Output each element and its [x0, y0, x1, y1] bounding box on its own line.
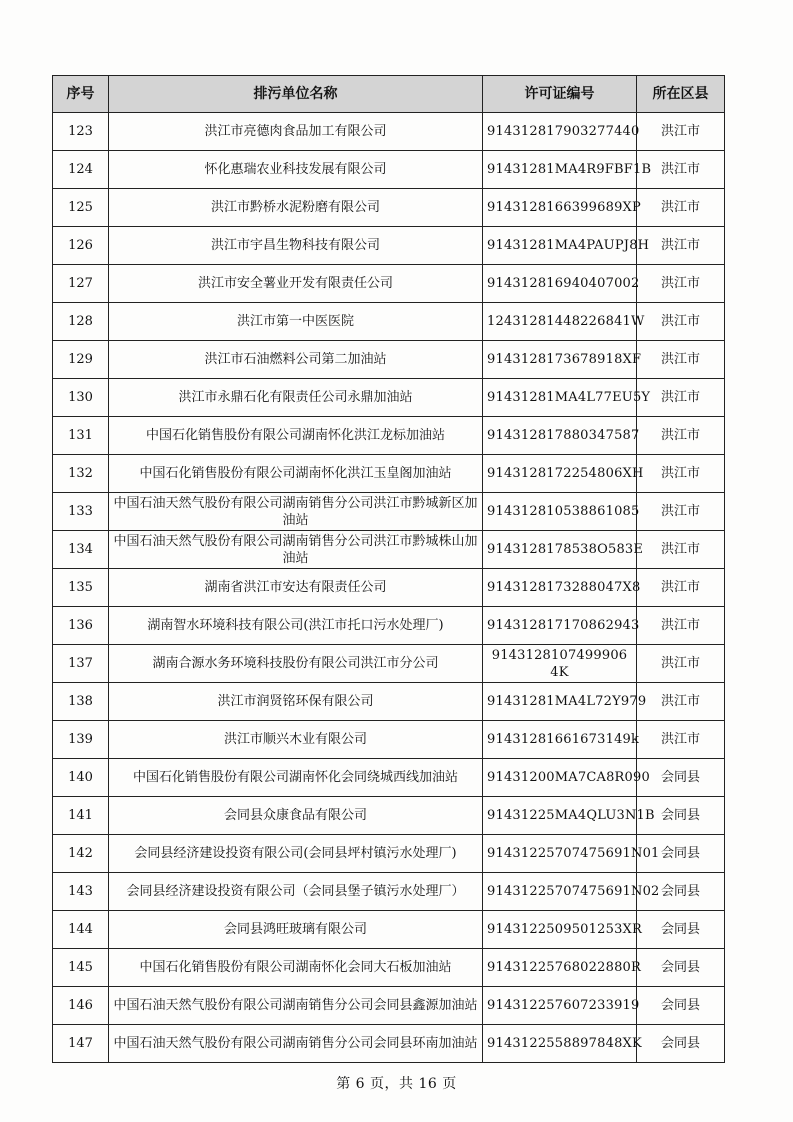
table-row: [53, 797, 725, 835]
header-license-number: 许可证编号: [483, 76, 637, 113]
row-county: 会同县: [637, 987, 725, 1025]
row-number: 134: [53, 531, 109, 569]
row-license-number: 9143122509501253XR: [483, 911, 637, 949]
row-unit-name: 中国石油天然气股份有限公司湖南销售分公司会同县环南加油站: [109, 1025, 483, 1063]
row-county: 洪江市: [637, 303, 725, 341]
row-number: 145: [53, 949, 109, 987]
row-unit-name: 中国石化销售股份有限公司湖南怀化会同绕城西线加油站: [109, 759, 483, 797]
table-row: [53, 759, 725, 797]
row-license-number: 91431281MA4PAUPJ8H: [483, 227, 637, 265]
row-county: 洪江市: [637, 683, 725, 721]
row-license-number: 9143128166399689XP: [483, 189, 637, 227]
row-unit-name: 中国石油天然气股份有限公司湖南销售分公司洪江市黔城株山加油站: [109, 531, 483, 569]
row-license-number: 91431225707475691N02: [483, 873, 637, 911]
table-row: [53, 683, 725, 721]
page-footer: 第 6 页，共 16 页: [336, 1076, 457, 1092]
row-county: 会同县: [637, 911, 725, 949]
row-number: 147: [53, 1025, 109, 1063]
table-row: [53, 379, 725, 417]
row-license-number: 914312816940407002: [483, 265, 637, 303]
row-unit-name: 洪江市顺兴木业有限公司: [109, 721, 483, 759]
row-license-number: 914312257607233919: [483, 987, 637, 1025]
table-row: [53, 569, 725, 607]
row-unit-name: 洪江市第一中医医院: [109, 303, 483, 341]
row-license-number: 9143128173288047X8: [483, 569, 637, 607]
row-county: 洪江市: [637, 531, 725, 569]
row-license-number: 91431281MA4L72Y979: [483, 683, 637, 721]
row-unit-name: 中国石化销售股份有限公司湖南怀化洪江玉皇阁加油站: [109, 455, 483, 493]
row-county: 洪江市: [637, 189, 725, 227]
table-row: [53, 151, 725, 189]
row-unit-name: 中国石化销售股份有限公司湖南怀化洪江龙标加油站: [109, 417, 483, 455]
row-license-number: 914312810538861085: [483, 493, 637, 531]
row-county: 洪江市: [637, 493, 725, 531]
row-unit-name: 会同县众康食品有限公司: [109, 797, 483, 835]
permit-table: [52, 75, 725, 1063]
table-row: [53, 493, 725, 531]
row-license-number: 91431200MA7CA8R090: [483, 759, 637, 797]
row-county: 洪江市: [637, 417, 725, 455]
row-number: 146: [53, 987, 109, 1025]
row-county: 洪江市: [637, 113, 725, 151]
row-unit-name: 中国石化销售股份有限公司湖南怀化会同大石板加油站: [109, 949, 483, 987]
row-number: 138: [53, 683, 109, 721]
row-license-number: 12431281448226841W: [483, 303, 637, 341]
table-row: [53, 303, 725, 341]
row-number: 131: [53, 417, 109, 455]
row-number: 139: [53, 721, 109, 759]
row-license-number: 9143128172254806XH: [483, 455, 637, 493]
table-row: [53, 455, 725, 493]
row-number: 136: [53, 607, 109, 645]
table-row: [53, 607, 725, 645]
row-unit-name: 怀化惠瑞农业科技发展有限公司: [109, 151, 483, 189]
table-row: [53, 189, 725, 227]
row-number: 132: [53, 455, 109, 493]
row-unit-name: 洪江市宇昌生物科技有限公司: [109, 227, 483, 265]
table-row: [53, 531, 725, 569]
row-license-number: 91431225MA4QLU3N1B: [483, 797, 637, 835]
header-number: 序号: [53, 76, 109, 113]
row-license-number: 914312817170862943: [483, 607, 637, 645]
row-county: 会同县: [637, 873, 725, 911]
row-unit-name: 湖南合源水务环境科技股份有限公司洪江市分公司: [109, 645, 483, 683]
table-row: [53, 987, 725, 1025]
row-county: 洪江市: [637, 721, 725, 759]
table-row: [53, 911, 725, 949]
row-county: 会同县: [637, 1025, 725, 1063]
row-license-number: 91431225707475691N01: [483, 835, 637, 873]
row-number: 142: [53, 835, 109, 873]
row-license-number: 914312817880347587: [483, 417, 637, 455]
row-unit-name: 洪江市安全薯业开发有限责任公司: [109, 265, 483, 303]
row-license-number: 9143128173678918XF: [483, 341, 637, 379]
table-row: [53, 721, 725, 759]
row-unit-name: 中国石油天然气股份有限公司湖南销售分公司会同县鑫源加油站: [109, 987, 483, 1025]
row-unit-name: 会同县鸿旺玻璃有限公司: [109, 911, 483, 949]
row-number: 137: [53, 645, 109, 683]
row-unit-name: 洪江市永鼎石化有限责任公司永鼎加油站: [109, 379, 483, 417]
table-row: [53, 835, 725, 873]
row-number: 133: [53, 493, 109, 531]
row-license-number: 91431225768022880R: [483, 949, 637, 987]
table-row: [53, 341, 725, 379]
table-row: [53, 265, 725, 303]
row-number: 126: [53, 227, 109, 265]
row-number: 125: [53, 189, 109, 227]
row-county: 洪江市: [637, 645, 725, 683]
row-number: 124: [53, 151, 109, 189]
row-number: 129: [53, 341, 109, 379]
table-row: [53, 417, 725, 455]
row-number: 127: [53, 265, 109, 303]
row-unit-name: 洪江市亮德肉食品加工有限公司: [109, 113, 483, 151]
header-county: 所在区县: [637, 76, 725, 113]
row-county: 洪江市: [637, 607, 725, 645]
row-license-number: 91431281MA4R9FBF1B: [483, 151, 637, 189]
row-county: 洪江市: [637, 569, 725, 607]
row-county: 洪江市: [637, 379, 725, 417]
table-body: [53, 113, 725, 1063]
row-number: 135: [53, 569, 109, 607]
row-number: 128: [53, 303, 109, 341]
row-license-number: 91431281661673149k: [483, 721, 637, 759]
table-row: [53, 873, 725, 911]
row-number: 144: [53, 911, 109, 949]
row-license-number: 91431281MA4L77EU5Y: [483, 379, 637, 417]
row-unit-name: 会同县经济建设投资有限公司（会同县堡子镇污水处理厂）: [109, 873, 483, 911]
table-row: [53, 1025, 725, 1063]
row-number: 123: [53, 113, 109, 151]
table-header-row: [53, 76, 725, 113]
header-unit-name: 排污单位名称: [109, 76, 483, 113]
row-unit-name: 湖南智水环境科技有限公司(洪江市托口污水处理厂): [109, 607, 483, 645]
row-unit-name: 湖南省洪江市安达有限责任公司: [109, 569, 483, 607]
row-county: 洪江市: [637, 227, 725, 265]
row-license-number: 9143128107499906 4K: [483, 645, 637, 683]
row-county: 会同县: [637, 759, 725, 797]
table-row: [53, 645, 725, 683]
row-county: 会同县: [637, 835, 725, 873]
row-county: 洪江市: [637, 151, 725, 189]
row-county: 会同县: [637, 949, 725, 987]
row-unit-name: 中国石油天然气股份有限公司湖南销售分公司洪江市黔城新区加油站: [109, 493, 483, 531]
row-license-number: 9143122558897848XK: [483, 1025, 637, 1063]
row-county: 洪江市: [637, 265, 725, 303]
row-county: 会同县: [637, 797, 725, 835]
row-number: 140: [53, 759, 109, 797]
table-row: [53, 949, 725, 987]
row-number: 143: [53, 873, 109, 911]
row-license-number: 914312817903277440: [483, 113, 637, 151]
row-unit-name: 洪江市石油燃料公司第二加油站: [109, 341, 483, 379]
row-county: 洪江市: [637, 455, 725, 493]
row-county: 洪江市: [637, 341, 725, 379]
row-number: 141: [53, 797, 109, 835]
row-unit-name: 会同县经济建设投资有限公司(会同县坪村镇污水处理厂): [109, 835, 483, 873]
row-license-number: 9143128178538O583E: [483, 531, 637, 569]
row-unit-name: 洪江市润贤铭环保有限公司: [109, 683, 483, 721]
table-row: [53, 227, 725, 265]
row-unit-name: 洪江市黔桥水泥粉磨有限公司: [109, 189, 483, 227]
table-row: [53, 113, 725, 151]
row-number: 130: [53, 379, 109, 417]
